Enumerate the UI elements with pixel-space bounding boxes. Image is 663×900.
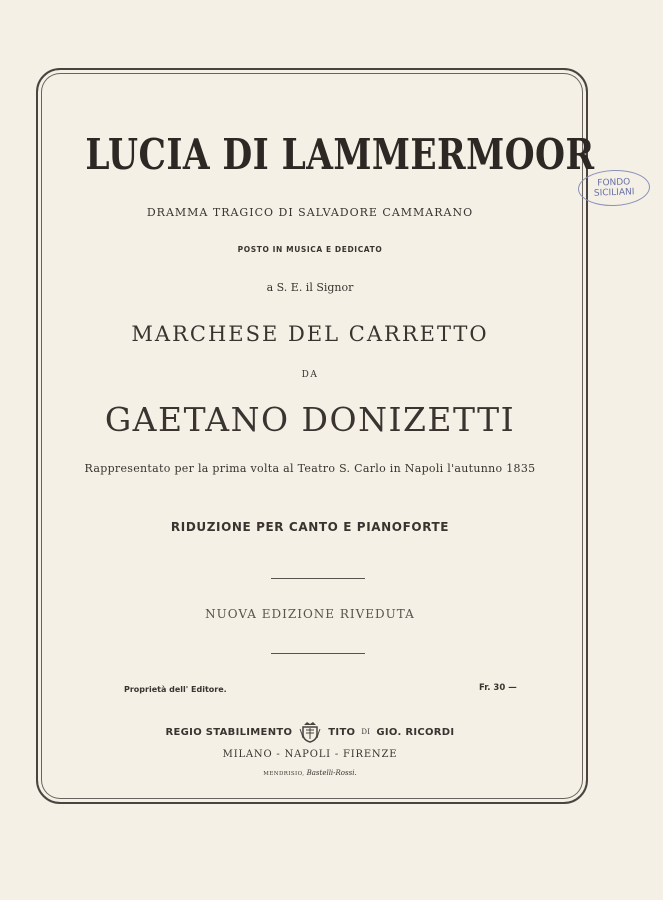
stamp-line-2: SICILIANI: [593, 187, 635, 199]
set-to-music-line: POSTO IN MUSICA E DEDICATO: [237, 245, 383, 254]
addressee-prefix: a S. E. il Signor: [266, 281, 354, 294]
divider-rule: [271, 653, 365, 654]
printer-line: [36, 769, 584, 777]
price-label: Fr. 30 —: [479, 683, 517, 693]
by-line: DA: [301, 370, 319, 380]
publisher-part-1: REGIO STABILIMENTO: [165, 726, 293, 738]
publisher-part-3: GIO. RICORDI: [376, 726, 455, 738]
reduction-line: RIDUZIONE PER CANTO E PIANOFORTE: [170, 520, 450, 534]
stamp-line-1: FONDO: [597, 177, 631, 189]
printer-place: MENDRISIO,: [263, 771, 305, 777]
printer-name: Bastelli-Rossi.: [306, 769, 357, 777]
dedicatee-name: MARCHESE DEL CARRETTO: [131, 322, 489, 346]
divider-rule: [271, 578, 365, 579]
royal-crest-icon: [298, 720, 322, 744]
rights-notice: Proprietà dell' Editore.: [124, 685, 227, 694]
edition-line: NUOVA EDIZIONE RIVEDUTA: [205, 607, 415, 621]
publisher-di: DI: [361, 728, 371, 736]
subtitle: DRAMMA TRAGICO DI SALVADORE CAMMARANO: [146, 206, 474, 219]
premiere-note: Rappresentato per la prima volta al Teatro S. Carlo in Napoli l'autunno 1835: [84, 462, 536, 475]
composer-name: GAETANO DONIZETTI: [104, 400, 516, 439]
publisher-cities: MILANO - NAPOLI - FIRENZE: [222, 749, 398, 760]
opera-title: LUCIA DI LAMMERMOOR: [85, 130, 595, 179]
publisher-line: [36, 720, 584, 744]
publisher-part-2: TITO: [328, 726, 356, 738]
library-stamp: [577, 169, 650, 207]
